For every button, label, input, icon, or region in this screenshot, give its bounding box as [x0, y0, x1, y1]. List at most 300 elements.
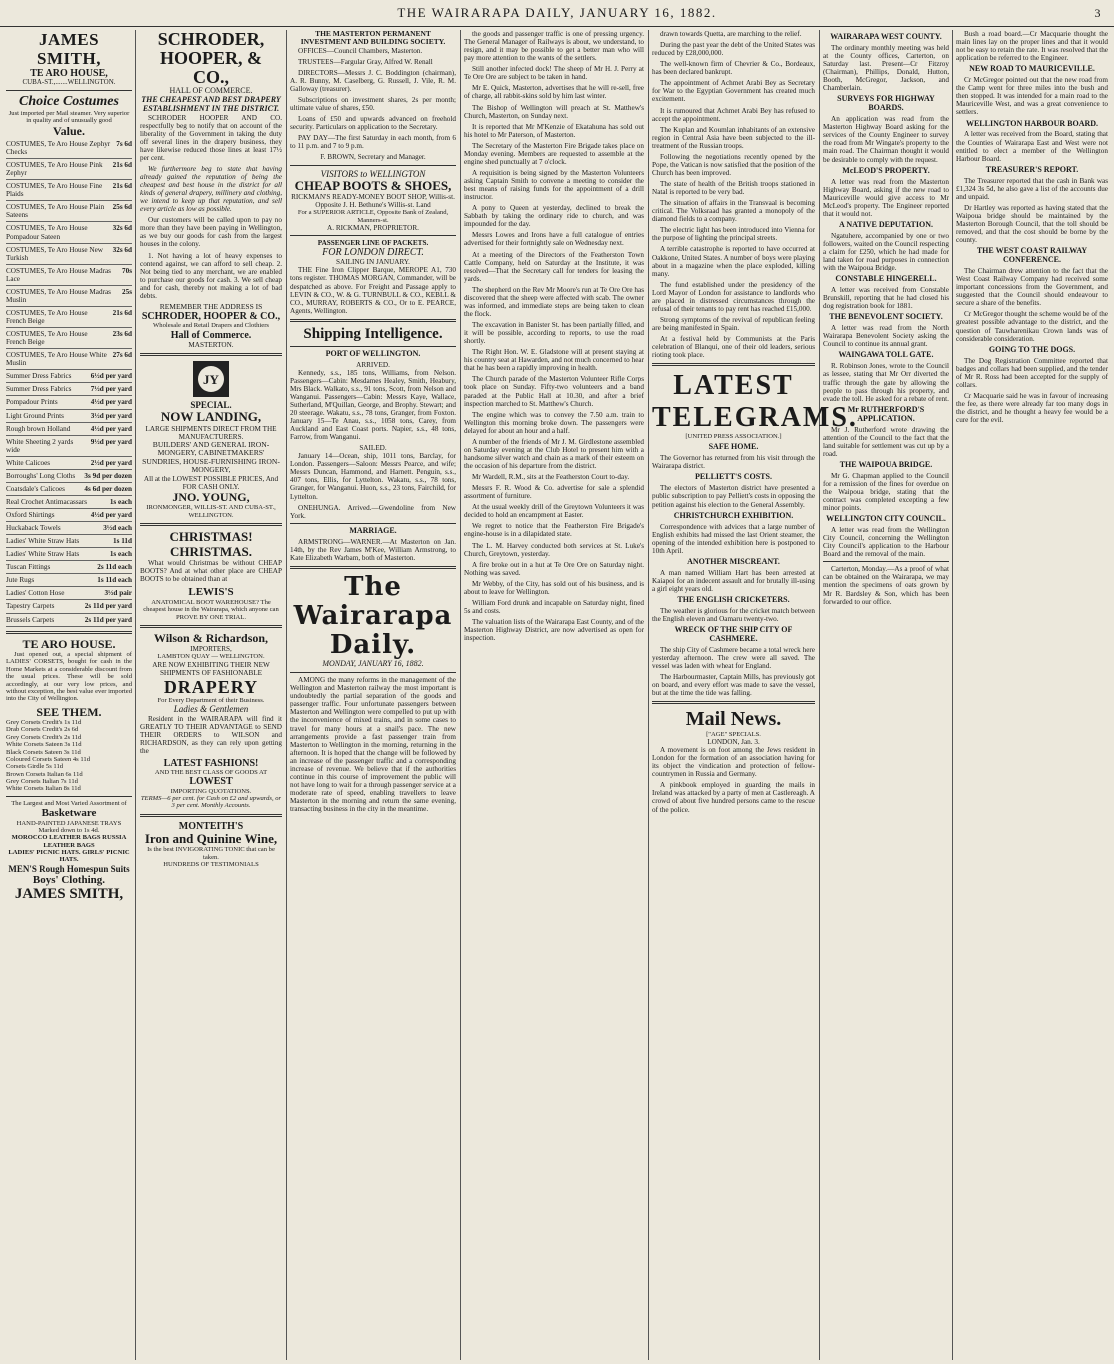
section-heading: ANOTHER MISCREANT.	[687, 556, 780, 566]
costume-row	[6, 180, 132, 201]
article-text: The electors of Masterton district have presented a public subscription to pay Pelliett's costs in opposing the petition against his election to the General Assembly.	[652, 484, 816, 509]
section-heading: McLEOD'S PROPERTY.	[842, 165, 930, 175]
section-heading: WELLINGTON HARBOUR BOARD.	[965, 118, 1099, 128]
item-name: White Calicoes	[6, 458, 51, 467]
ad-text: HUNDREDS OF TESTIMONIALS	[163, 861, 259, 869]
article-text: R. Robinson Jones, wrote to the Council as lessee, stating that Mr Orr diverted the traffic through the gate by allowing the people to pass through his property, and evade the toll. He asked for a rebate of rent.	[823, 362, 949, 403]
goods-row	[6, 535, 132, 548]
article-text: Dr Hartley was reported as having stated that the Waipoua bridge should be maintained by the Masterton Borough Council, that the toll should be removed, and that the cost should be borne by the county.	[956, 203, 1108, 245]
goods-row	[6, 496, 132, 509]
article-text: Kennedy, s.s., 185 tons, Williams, from Nelson. Passengers—Cabin: Mesdames Healey, Smith, Heabury, Mrs Black. Walkato, s.s., 91 tons, Scott, from Nelson and Wanganui. Passengers—Cabin: Messrs Kaye, Wallace, Sutherland, M'Quillan, George, and Brophy. Stewart; and 20 steerage. Wakatu, s.s., 78 tons, Granger, from Foxton. January 15—Te Anau, s.s., 1058 tons, Carey, from Auckland and East Coast ports. Napier, s.s., 48 tons, Farrow, from Wanganui.	[290, 368, 456, 442]
item-name: Ladies' Cotton Hose	[6, 589, 65, 598]
ad-heading: SPECIAL.	[190, 400, 232, 411]
item-name: White Sheeting 2 yards wide	[6, 437, 74, 454]
svg-text:JY: JY	[203, 372, 219, 388]
ad-heading: VISITORS to WELLINGTON	[320, 168, 426, 179]
article-text: A pony to Queen at yesterday, declined to break the Sabbath by taking the ordinary ride to church, and was impounded for the day.	[464, 204, 644, 229]
article-text: Ngatuhere, accompanied by one or two followers, waited on the Council respecting a claim for £250, which he had made for land taken for road purposes in connection with the Waipoua Bridge.	[823, 231, 949, 273]
section-heading: MARRIAGE.	[349, 525, 397, 535]
costume-row	[6, 138, 132, 159]
ad-signature: A. RICKMAN, PROPRIETOR.	[327, 224, 419, 233]
ad-heading: CHRISTMAS! CHRISTMAS.	[169, 529, 253, 559]
article-text: The Harbourmaster, Captain Mills, has previously got on board, and every effort was made to save the vessel, but at the time the tide was falling.	[652, 673, 816, 698]
item-price: 4½d per yard	[90, 398, 132, 407]
article-text: drawn towards Quetta, are marching to the relief.	[660, 30, 802, 38]
item-name: COSTUMES, Te Aro House French Beige	[6, 330, 88, 347]
goods-row	[6, 548, 132, 561]
article-text: ONEHUNGA. Arrived.—Gwendoline from New York.	[290, 503, 456, 520]
section-heading: THE WAIPOUA BRIDGE.	[839, 459, 933, 469]
article-text: William Ford drunk and incapable on Saturday night, fined 5s and costs.	[464, 598, 644, 615]
item-price: 4s 6d per dozen	[84, 484, 132, 493]
item-name: Jute Rugs	[6, 576, 35, 585]
article-text: The Right Hon. W. E. Gladstone will at present staying at his country seat at Hawarden, and not much concerned to hear that he has been a rapidly improving in health.	[464, 348, 644, 373]
ad-hall: HALL OF COMMERCE.	[169, 85, 253, 95]
costume-row	[6, 159, 132, 180]
article-text: Following the negotiations recently opened by the Pope, the Vatican is now satisfied that the position of the Church has been improved.	[652, 152, 815, 177]
item-price: 1s 11d	[113, 537, 132, 546]
item-price: 1s each	[109, 550, 132, 559]
ad-text: TRUSTEES—Fargular Gray, Alfred W. Renall	[298, 57, 433, 66]
item-name: Tuscan Fittings	[6, 563, 51, 572]
ad-firm-name: JNO. YOUNG,	[172, 489, 250, 504]
item-price: 4½d per yard	[90, 424, 132, 433]
article-text: A man named William Hart has been arrested at Kaiapoi for an indecent assault and for brutally ill-using a girl eight years old.	[652, 568, 815, 593]
item-name: Light Ground Prints	[6, 411, 64, 420]
ad-house: TE ARO HOUSE,	[30, 68, 108, 80]
article-text: The fund established under the presidency of the Lord Mayor of London for assistance to landlords who are placed in distressed circumstances through the refusal of their tenants to pay rent has reached £15,000.	[652, 280, 815, 313]
ad-heading: Ladies & Gentlemen	[173, 704, 249, 715]
column-rule	[135, 30, 136, 1360]
ad-text: IMPORTING QUOTATIONS.	[170, 787, 252, 795]
ad-text: Just opened out, a special shipment of LADIES' CORSETS, bought for cash in the Home Markets at a considerable discount from the usual prices. These will be sold accordingly, at our very low prices, and without exception, the best value ever imported into the City of Wellington.	[6, 651, 132, 703]
ad-heading: LOWEST	[189, 776, 233, 788]
article-text: An application was read from the Masterton Highway Board asking for the services of the County Engineer to survey the road from Mr Wingate's property to the main road. The Chairman thought it would be desirable to comply with the request.	[823, 115, 949, 164]
item-name: COSTUMES, Te Aro House Plain Sateens	[6, 203, 105, 220]
item-price: 7½d per yard	[90, 385, 132, 394]
ad-heading: MEN'S Rough Homespun Suits	[8, 863, 130, 874]
item-name: Brussels Carpets	[6, 615, 55, 624]
ad-heading: SAILING IN JANUARY.	[336, 258, 410, 267]
item-price: 2s 11d per yard	[84, 615, 132, 624]
item-name: Tapestry Carpets	[6, 602, 55, 611]
article-text: the goods and passenger traffic is one of pressing urgency. The General Manager of Railways is about, we understand, to resign, and it may be possible to get a better man who will pay more attention to the wants of the settlers.	[464, 30, 644, 63]
section-title: Shipping Intelligence.	[303, 325, 443, 342]
article-text: ARMSTRONG—WARNER.—At Masterton on Jan. 14th, by the Rev James M'Kee, William Armstrong, to Kate Elizabeth Warbam, both of Masterton.	[290, 537, 456, 562]
column-5	[652, 30, 858, 1360]
section-title: Mail News.	[685, 708, 782, 731]
goods-row	[6, 423, 132, 436]
article-text: A movement is on foot among the Jews resident in London for the formation of an association having for its object the vindication and protection of fellow-countrymen in Russia and Germany.	[652, 746, 815, 779]
section-heading: PORT OF WELLINGTON.	[325, 348, 421, 358]
item-name: COSTUMES, Te Aro House French Beige	[6, 308, 88, 325]
column-7	[956, 30, 1108, 1360]
ad-text: The Largest and Most Varied Assortment of	[11, 799, 127, 807]
telegrams-title: LATEST TELEGRAMS.	[652, 370, 858, 433]
column-rule	[952, 30, 953, 1360]
item-price: 2s 11d per yard	[84, 602, 132, 611]
section-heading: THE WEST COAST RAILWAY CONFERENCE.	[976, 246, 1088, 265]
ad-text: BUILDERS' AND GENERAL IRON-MONGERY, CABINETMAKERS' SUNDRIES, HOUSE-FURNISHING IRON-MONGERY,	[142, 439, 280, 475]
ad-heading: CHEAP BOOTS & SHOES,	[294, 177, 452, 193]
item-price: 9½d per yard	[90, 437, 132, 446]
goods-row	[6, 457, 132, 470]
article-text: The shepherd on the Rev Mr Moore's run at Te Ore Ore has discovered that the sheep were affected with scab. The owner was informed, and immediate steps are being taken to clean the flock.	[464, 285, 644, 318]
corset-line: Grey Corsets Credit's 1s 11d	[6, 719, 82, 727]
section-subheading: [UNITED PRESS ASSOCIATION.]	[685, 432, 782, 440]
item-price: 7s 6d	[116, 139, 132, 148]
section-heading: SAFE HOME.	[708, 442, 759, 452]
ad-house-title: TE ARO HOUSE.	[22, 636, 116, 651]
article-text: Still another infected dock! The sheep of Mr H. J. Perry at Te Ore Ore are subject to be taken in hand.	[464, 65, 644, 82]
article-text: A letter was received from the Board, stating that the Counties of Wairarapa East and West were not entitled to elect a member of the Wellington Harbour Board.	[956, 130, 1108, 163]
item-price: 32s 6d	[112, 245, 132, 254]
article-text: The Church parade of the Masterton Volunteer Rifle Corps took place on Sunday. Fifty-two volunteers and a band paraded at the Public Hall at 10.30, and after a brief inspection marched to St. Matthew's Church.	[464, 375, 644, 408]
article-text: A fire broke out in a hut at Te Ore Ore on Saturday night. Nothing was saved.	[464, 560, 644, 577]
ad-text: For Every Department of their Business.	[157, 697, 265, 705]
ad-text: Subscriptions on investment shares, 2s per month; ultimate value of shares, £50.	[290, 96, 456, 113]
item-name: Summer Dress Fabrics	[6, 385, 72, 394]
item-name: Real Crochet Antimacassars	[6, 497, 88, 506]
ad-text: All at the LOWEST POSSIBLE PRICES, And FOR CASH ONLY.	[143, 474, 279, 491]
item-price: 3½d each	[103, 524, 132, 533]
ad-heading: DRAPERY	[163, 676, 259, 697]
ad-text: Loans of £50 and upwards advanced on freehold security. Particulars on application to the Secretary.	[290, 115, 456, 132]
ad-heading: PASSENGER LINE OF PACKETS.	[317, 239, 429, 248]
article-text: Carterton, Monday.—As a proof of what can be obtained on the Wairarapa, we may mention the specimens of oats grown by Mr R. Bardsley & Son, which has been forwarded to our office.	[823, 565, 949, 606]
article-text: It is reported that Mr M'Kenzie of Ekatahuna has sold out his hotel to Mr Paterson, of Masterton.	[464, 122, 644, 139]
item-price: 4½d per yard	[90, 511, 132, 519]
article-text: At a meeting of the Directors of the Featherston Town Cattle Company, held on Saturday at the Institute, it was resolved—That the Secretary call for tenders for leasing the yards.	[464, 250, 644, 283]
item-price: 1s each	[109, 497, 132, 506]
goods-row	[6, 509, 132, 522]
item-name: COSTUMES, Te Aro House Madras Lace	[6, 266, 111, 283]
section-subheading: ARRIVED.	[356, 360, 390, 369]
section-heading: GOING TO THE DOGS.	[988, 344, 1076, 354]
article-text: The weather is glorious for the cricket match between the English eleven and Oamaru twenty-two.	[652, 606, 815, 623]
item-price: 3½d per yard	[90, 411, 132, 420]
ad-text: Is the best INVIGORATING TONIC that can be taken.	[147, 846, 275, 861]
article-text: During the past year the debt of the United States was reduced by £28,000,000.	[652, 41, 815, 58]
article-text: At the usual weekly drill of the Greytown Volunteers it was decided to hold an encampment at Easter.	[464, 503, 644, 520]
column-3	[290, 30, 456, 1360]
costume-row	[6, 265, 132, 286]
item-price: 21s 6d	[112, 182, 132, 191]
ad-text: ARE NOW EXHIBITING THEIR NEW SHIPMENTS OF FASHIONABLE	[152, 660, 270, 677]
column-rule	[648, 30, 649, 1360]
item-price: 70s	[122, 266, 132, 275]
column-1	[6, 30, 132, 1360]
section-subheading: ["AGE" SPECIALS.	[706, 730, 761, 738]
article-text: Mr G. Chapman applied to the Council for a remission of the fines for overdue on the Waipoua bridge, stating that the contract was completed excepting a few minor points.	[823, 471, 949, 513]
section-heading: NEW ROAD TO MAURICEVILLE.	[969, 64, 1095, 74]
article-text: A number of the friends of Mr J. M. Girdlestone assembled on Saturday evening at the Club Hotel to present him with a handsome silver watch and chain as a mark of their esteem on the occasion of his departure from the district.	[464, 437, 644, 470]
corset-line: White Corsets Sateen 3s 11d	[6, 741, 82, 749]
ad-text: Resident in the WAIRARAPA will find it GREATLY TO THEIR ADVANTAGE to SEND THEIR ORDERS to WILSON and RICHARDSON, as they can rely upon getting the	[140, 714, 282, 755]
corset-line: Black Corsets Sateen 3s 11d	[6, 748, 81, 756]
column-4	[464, 30, 644, 1360]
ad-heading: THE MASTERTON PERMANENT INVESTMENT AND BUILDING SOCIETY.	[300, 29, 446, 47]
costume-row	[6, 307, 132, 328]
item-name: COSTUMES, Te Aro House Zephyr Checks	[6, 139, 111, 156]
item-name: COSTUMES, Te Aro House New Turkish	[6, 245, 103, 262]
corset-line: Corsets Girdle 5s 11d	[6, 763, 64, 771]
ad-firm-name: MONTEITH'S	[178, 820, 244, 832]
ad-heading: Iron and Quinine Wine,	[144, 830, 278, 846]
section-heading: THE ENGLISH CRICKETERS.	[677, 594, 790, 604]
item-name: Coatsdale's Calicoes	[6, 484, 65, 493]
article-text: Cr Macquarie said he was in favour of increasing the fee, as there were already far too many dogs in the district, and he thought a heavy fee would be a cure for the evil.	[956, 391, 1108, 425]
costume-row	[6, 244, 132, 265]
item-price: 6½d per yard	[90, 372, 132, 381]
article-text: The state of health of the British troops stationed in Natal is reported to be very bad.	[652, 180, 815, 197]
item-name: COSTUMES, Te Aro House White Muslin	[6, 351, 107, 368]
ad-firm-name: JAMES SMITH,	[14, 886, 124, 903]
costume-row	[6, 286, 132, 307]
ad-text: THE Fine Iron Clipper Barque, MEROPE A1, 730 tons register. THOMAS MORGAN, Commander, will be despatched as above. For Freight and Passage apply to LEVIN & CO., W. & G. TURNBULL & CO., KEBLL & CO., MURRAY, ROBERTS & CO., Or to E. PEARCE, Agents, Wellington.	[290, 266, 456, 315]
article-text: A letter was read from the Masterton Highway Board, asking if the new road to Mauriceville would give access to Mr McLeod's property. The Engineer reported that it would not.	[823, 177, 949, 218]
goods-row	[6, 396, 132, 409]
column-rule	[460, 30, 461, 1360]
ad-text: IRONMONGER, WILLIS-ST. AND CUBA-ST., WELLINGTON.	[146, 504, 276, 519]
article-text: Mr J. Rutherford wrote drawing the attention of the Council to the fact that the land suitable for settlement was cut up by a road.	[823, 425, 949, 458]
ad-text: PAY DAY—The first Saturday in each month, from 6 to 11 p.m. and 7 to 9 p.m.	[290, 134, 456, 151]
goods-row	[6, 436, 132, 457]
costume-row	[6, 328, 132, 349]
ad-text: REMEMBER THE ADDRESS IS	[159, 301, 263, 311]
item-name: Summer Dress Fabrics	[6, 372, 72, 381]
ad-heading: FOR LONDON DIRECT.	[322, 247, 424, 259]
article-text: The L. M. Harvey conducted both services at St. Luke's Church, Greytown, yesterday.	[464, 541, 644, 558]
article-text: The excavation in Banister St. has been partially filled, and it will be possible, according to reports, to use the road shortly.	[464, 321, 644, 346]
article-text: At a festival held by Communists at the Paris celebration of Blanqui, one of their old leaders, serious rioting took place.	[652, 335, 815, 360]
ad-firm-name: LEWIS'S	[188, 586, 234, 599]
goods-row	[6, 410, 132, 423]
item-price: 32s 6d	[112, 224, 132, 233]
article-text: The ship City of Cashmere became a total wreck here yesterday afternoon. The crew were all saved. The vessel was laden with wheat for England.	[652, 645, 815, 671]
item-name: COSTUMES, Te Aro House Pink Zephyr	[6, 161, 103, 178]
article-text: We regret to notice that the Featherston Fire Brigade's engine-house is in a dilapidated state.	[464, 522, 644, 539]
article-text: Cr McGregor thought the scheme would be of the greatest possible advantage to the district, and the question of Tauwharenikau Crown lands was of considerable consideration.	[956, 310, 1108, 343]
costume-price-list	[6, 138, 132, 370]
costume-row	[6, 349, 132, 370]
item-name: Huckaback Towels	[6, 524, 61, 533]
item-price: 21s 6d	[112, 161, 132, 170]
article-text: Correspondence with advices that a large number of English exhibits had missed the last Orient steamer, the opening of the intended exhibition here is postponed to 10th April.	[652, 522, 815, 555]
ad-text: MOROCCO LEATHER BAGS RUSSIA LEATHER BAGS	[11, 834, 127, 849]
dateline: LONDON, Jan. 3.	[707, 738, 760, 747]
masthead-date: MONDAY, JANUARY 16, 1882.	[322, 659, 424, 669]
costume-row	[6, 201, 132, 222]
column-rule	[819, 30, 820, 1360]
article-text: The ordinary monthly meeting was held at the County offices, Carterton, on Saturday last. Present—Cr Fitzroy (Chairman), Phillips, Donald, Hutton, Booth, McGregor, Jackson, and Chamberlain.	[823, 43, 949, 93]
page-title: THE WAIRARAPA DAILY, JANUARY 16, 1882.	[397, 5, 717, 20]
ad-firm-name: JAMES SMITH,	[37, 30, 101, 69]
ad-heading: Basketware	[41, 807, 97, 820]
ad-text: DIRECTORS—Messrs J. C. Boddington (chairman), A. R. Bunny, M. Caselberg, G. Russell, J. Vile, R. M. Galloway (treasurer).	[290, 68, 456, 94]
column-2	[140, 30, 282, 1360]
goods-row	[6, 587, 132, 600]
ad-firm-name: SCHRODER, HOOPER & CO.,	[141, 311, 281, 323]
article-text: Bush a road board.—Cr Macquarie thought the main lines lay on the proper lines and that it would not be easy to retain the rate. It was resolved that the application be referred to the Engineer.	[956, 30, 1108, 63]
item-name: Oxford Shirtings	[6, 511, 55, 519]
corset-line: Grey Corsets Italian 7s 11d	[6, 778, 78, 786]
section-heading: A NATIVE DEPUTATION.	[838, 219, 933, 229]
section-heading: WELLINGTON CITY COUNCIL.	[826, 514, 946, 524]
section-heading: SURVEYS FOR HIGHWAY BOARDS.	[837, 94, 935, 113]
article-text: Mr Webby, of the City, has sold out of his business, and is about to leave for Wellington.	[464, 579, 644, 596]
ad-text: IMPORTERS,	[190, 645, 232, 654]
item-name: COSTUMES, Te Aro House Madras Muslin	[6, 287, 111, 304]
ad-subheading: Just imported per Mail steamer. Very superior in quality and of unusually good	[8, 109, 130, 125]
article-text: The Dog Registration Committee reported that badges and collars had been supplied, and the tender of Mr R. Ross had been accepted for the supply of collars.	[956, 356, 1108, 389]
goods-row	[6, 483, 132, 496]
leader-article: AMONG the many reforms in the management of the Wellington and Masterton railway the most important is undoubtedly the partial separation of the goods and passenger traffic. Four unfortunate passengers between Masterton and Wellington were compelled to put up with the inconvenience of mixed trains, and in some cases to travel for many hours at a snail's pace. The new arrangements provide a fast passenger train from Masterton to Wellington in the morning, returning in the afternoon. It is hoped that the change will be followed by an increase of the passenger traffic and a corresponding increase of revenue. We believe that if the authorities continue in this course of improvement the public will not have long to wait for a through passenger service at a moderate rate of speed, enabling travellers to leave Masterton in the morning and return the same evening, transacting business in the city in the meantime.	[290, 676, 456, 814]
ad-hall: Hall of Commerce.	[170, 329, 252, 341]
article-text: The well-known firm of Chevrier & Co., Bordeaux, has been declared bankrupt.	[652, 60, 815, 77]
article-text: The Treasurer reported that the cash in Bank was £1,324 3s 5d, he also gave a list of the accounts due and unpaid.	[956, 176, 1108, 201]
ad-text: HAND-PAINTED JAPANESE TRAYS Marked down to 1s 4d.	[16, 819, 122, 834]
section-heading: CONSTABLE HINGERELL.	[835, 274, 937, 284]
article-text: The situation of affairs in the Transvaal is becoming critical. The Volksraad has granted a monopoly of the diamond fields to a company.	[652, 199, 815, 224]
page-header	[0, 0, 1114, 27]
ad-heading: Boys' Clothing.	[32, 873, 106, 886]
section-heading: Mr RUTHERFORD'S APPLICATION.	[847, 404, 925, 423]
ad-address: CUBA-ST.,.......WELLINGTON.	[22, 78, 116, 87]
item-name: COSTUMES, Te Aro House Fine Plaids	[6, 182, 103, 199]
ad-text: OFFICES—Council Chambers, Masterton.	[298, 46, 423, 55]
ad-text: LAMBTON QUAY — WELLINGTON.	[157, 653, 265, 661]
article-text: The electric light has been introduced into Vienna for the purpose of lighting the principal streets.	[652, 226, 815, 243]
goods-row	[6, 383, 132, 396]
item-price: 27s 6d	[112, 351, 132, 360]
article-text: The Chairman drew attention to the fact that the West Coast Railway Company had received some important concessions from the Government, and suggested that the Council should endeavour to secure a share of the benefits.	[956, 267, 1108, 308]
ad-text: Our customers will be called upon to pay no more than they have been paying in Wellington, as we buy our goods for cash from the largest houses in the colony.	[140, 216, 282, 249]
article-text: Messrs F. R. Wood & Co. advertise for sale a splendid assortment of furniture.	[464, 484, 644, 501]
ad-text: ANATOMICAL BOOT WAREHOUSE? The cheapest house in the Wairarapa, which anyone can PROVE BY ONE TRIAL.	[143, 598, 279, 621]
section-heading: TREASURER'S REPORT.	[985, 164, 1079, 174]
corset-line: Drab Corsets Credit's 2s 6d	[6, 726, 79, 734]
goods-row	[6, 574, 132, 587]
section-heading: CHRISTCHURCH EXHIBITION.	[673, 510, 794, 520]
jy-logo-icon	[140, 360, 282, 398]
item-price: 2s 11d each	[97, 563, 132, 572]
goods-price-list	[6, 370, 132, 626]
section-heading: PELLIETT'S COSTS.	[695, 472, 772, 482]
column-rule	[286, 30, 287, 1360]
item-price: 1s 11d each	[97, 576, 132, 585]
ad-text: LADIES' PICNIC HATS. GIRLS' PICNIC HATS.	[8, 849, 130, 864]
article-text: The valuation lists of the Wairarapa East County, and of the Masterton Highway District, are now advertised as open for inspection.	[464, 618, 644, 643]
article-text: The Kuplan and Koumlan inhabitants of an extensive region in Central Asia have been subjected to the ill-treatment of the Russian troops.	[652, 125, 815, 150]
corset-list	[6, 719, 132, 793]
ad-text: TERMS—6 per cent. for Cash on £2 and upwards, or 3 per cent. Monthly Accounts.	[140, 794, 282, 810]
item-name: Ladies' White Straw Hats	[6, 537, 80, 546]
article-text: A letter was read from the Wellington City Council, concerning the Wellington City Council's application to the Harbour Board and the removal of the main.	[823, 526, 949, 559]
ad-text: LARGE SHIPMENTS DIRECT FROM THE MANUFACTURERS.	[145, 424, 277, 441]
section-heading: WAIRARAPA WEST COUNTY.	[830, 32, 942, 41]
ad-signature: F. BROWN, Secretary and Manager.	[320, 153, 426, 162]
goods-row	[6, 370, 132, 383]
ad-text: Wholesale and Retail Drapers and Clothiers	[153, 322, 269, 330]
section-subheading: SAILED.	[359, 444, 387, 453]
corset-line: White Corsets Italian 8s 11d	[6, 785, 81, 793]
item-price: 2½d per yard	[90, 458, 132, 467]
item-price: 25s	[122, 287, 132, 296]
item-name: COSTUMES, Te Aro House Pompadour Sateen	[6, 224, 88, 241]
item-name: Pompadour Prints	[6, 398, 58, 407]
column-6	[823, 30, 949, 1360]
section-heading: WAINGAWA TOLL GATE.	[838, 350, 934, 360]
ad-town: MASTERTON.	[188, 341, 234, 350]
article-text: January 14—Ocean, ship, 1011 tons, Barclay, for London. Passengers—Saloon: Messrs Pearce, and wife; Messrs Duncan, Hammond, and Harnett. Penguin, s.s., 407 tons, Ellis, for Lyttelton. Wakatu, s.s., 78 tons, Granger, for Wanganui. Huon, s.s., 23 tons, Fairchild, for Lyttelton.	[290, 452, 456, 501]
article-text: The Secretary of the Masterton Fire Brigade takes place on Monday evening. Members are requested to assemble at the engine shed punctually at 7 o'clock.	[464, 141, 644, 166]
section-heading: THE BENEVOLENT SOCIETY.	[829, 312, 943, 322]
ad-text: RICKMAN'S READY-MONEY BOOT SHOP, Willis-st. Opposite J. H. Bethune's Willis-st. Land	[291, 193, 455, 210]
goods-row	[6, 470, 132, 483]
item-price: 3½d pair	[104, 589, 132, 598]
ad-text: What would Christmas be without CHEAP BOOTS? And at what other place are CHEAP BOOTS to be obtained than at	[140, 559, 282, 584]
article-text: Mr E. Quick, Masterton, advertises that he will re-sell, free of charge, all rabbit-skins sold by him last winter.	[464, 84, 644, 101]
ad-heading: SEE THEM.	[36, 704, 102, 719]
item-price: 3s 9d per dozen	[84, 471, 132, 480]
ad-text: For a SUPERIOR ARTICLE, Opposite Bank of Zealand, Manners-st.	[297, 209, 449, 224]
article-text: A letter was received from Constable Brunskill, reporting that he had closed his dog registration book for 1881.	[823, 286, 949, 311]
section-heading: WRECK OF THE SHIP CITY OF CASHMERE.	[674, 624, 793, 643]
ad-heading: Choice Costumes	[19, 94, 119, 110]
item-name: Ladies' White Straw Hats	[6, 550, 80, 559]
article-text: A terrible catastrophe is reported to have occurred at Oakkone, United States. A number of boys were playing about in a magazine when the place exploded, killing many.	[652, 245, 815, 278]
article-text: It is rumoured that Achmet Arabi Bey has refused to accept the appointment.	[652, 106, 815, 123]
corset-line: Coloured Corsets Sateen 4s 11d	[6, 755, 90, 763]
goods-row	[6, 561, 132, 574]
article-text: Strong symptoms of the revival of republican feeling are being manifested in Spain.	[652, 315, 815, 332]
goods-row	[6, 614, 132, 627]
item-price: 21s 6d	[112, 308, 132, 317]
ad-text: AND THE BEST CLASS OF GOODS AT	[154, 769, 268, 776]
ad-firm-name: Wilson & Richardson,	[153, 630, 269, 645]
article-text: The Bishop of Wellington will preach at St. Matthew's Church, Masterton, on Sunday next.	[464, 103, 644, 120]
ad-text: SCHRODER HOOPER AND CO. respectfully beg to notify that on account of the liberality of the Government in taking the duty off several lines in the drapery business, they have likewise reduced those lines at least 17½ per cent.	[140, 113, 282, 162]
ad-heading: NOW LANDING,	[160, 409, 262, 425]
article-text: A letter was read from the North Wairarapa Benevolent Society asking the Council to continue its annual grant.	[823, 324, 949, 349]
item-price: 25s 6d	[112, 203, 132, 212]
ad-value: Value.	[53, 123, 85, 138]
corset-line: Brown Corsets Italian 6s 11d	[6, 770, 83, 778]
item-name: Borroughs' Long Cloths	[6, 471, 76, 480]
ad-text: We furthermore beg to state that having already gained the reputation of being the cheapest and best house in the district for all kinds of general drapery, millinery and clothing, we intend to keep up that reputation, and sell every article as low as possible.	[140, 164, 282, 214]
page-number: 3	[1094, 6, 1102, 20]
ad-heading: LATEST FASHIONS!	[163, 757, 259, 769]
article-text: A pinkbook employed in guarding the mails in Ireland was attacked by a party of men at Castlereagh. A crowd of about five hundred persons came to the rescue of the police.	[652, 781, 815, 814]
item-name: Rough brown Holland	[6, 424, 71, 433]
ad-tagline: THE CHEAPEST AND BEST DRAPERY ESTABLISHMENT IN THE DISTRICT.	[141, 94, 281, 113]
article-text: Mr Wardell, R.M., sits at the Featherston Court to-day.	[472, 473, 630, 482]
article-text: The appointment of Achmet Arabi Bey as Secretary for War to the Egyptian Government has created much excitement.	[652, 79, 815, 104]
ad-firm-name: SCHRODER, HOOPER, & CO.,	[157, 29, 265, 87]
corset-line: Grey Corsets Credit's 2s 11d	[6, 733, 82, 741]
item-price: 23s 6d	[112, 330, 132, 339]
goods-row	[6, 522, 132, 535]
costume-row	[6, 222, 132, 243]
article-text: Messrs Lowes and Irons have a full catalogue of entries advertised for their fortnightly sale on Wednesday next.	[464, 231, 644, 248]
newspaper-masthead: The Wairarapa Daily.	[293, 571, 453, 661]
article-text: A requisition is being signed by the Masterton Volunteers asking Captain Smith to convene a meeting to consider the best means of raising funds for the appointment of a drill instructor.	[464, 168, 644, 202]
article-text: The engine which was to convey the 7.50 a.m. train to Wellington this morning broke down. The passengers were delayed for about an hour and a half.	[464, 410, 644, 435]
goods-row	[6, 600, 132, 613]
article-text: The Governor has returned from his visit through the Wairarapa district.	[652, 454, 815, 471]
ad-text: 1. Not having a lot of heavy expenses to contend against, we can afford to sell cheap. 2. Not being tied to any merchant, we are enabled to purchase our goods for cash. 3. We sell cheap and for cash, thereby not making a lot of bad debts.	[140, 251, 282, 300]
